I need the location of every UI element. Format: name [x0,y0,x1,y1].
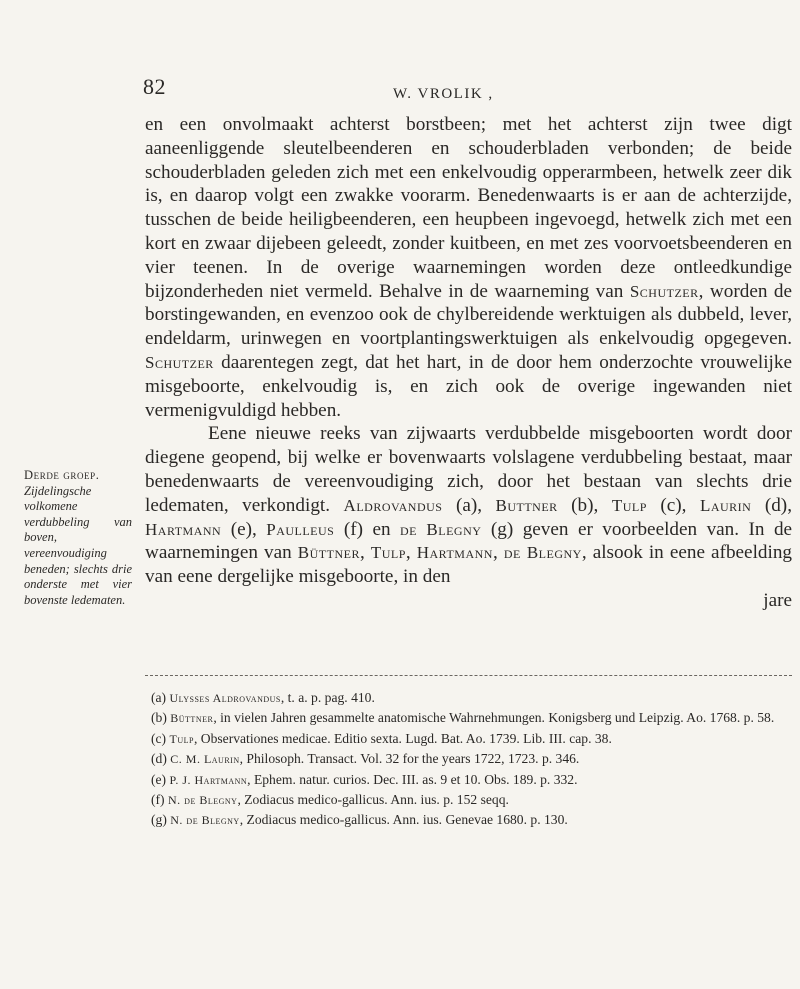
footnote-text: , in vielen Jahren gesammelte anatomische Wahrnehmungen. Konigsberg und Leipzig. Ao. 1768. p. 58. [213,710,775,726]
footnote [151,770,792,790]
paragraph-2-text-b: geven er voorbeelden van. In de waarnemingen van [145,518,793,564]
author-name: Tulp [611,495,647,515]
footnote [151,749,792,769]
author-name: de Blegny [503,543,582,563]
footnote-mark: (b) [151,710,167,726]
paragraph-2: Eene nieuwe reeks van zijwaarts verdubbelde misgeboorten wordt door diegene geopend, bij welke er bovenwaarts volslagene verdubbeling bestaat, maar benedenwaarts de vereenvoudiging zich, door het bestaan van slechts drie ledematen, verkondigt. Aldrovandus (a), Buttner (b), Tulp (c), Laurin (d), Hartmann (e), Paulleus (f) en de Blegny (g) geven er voorbeelden van. In de waarnemingen van Büttner, Tulp, Hartmann, de Blegny, alsook in eene afbeelding van eene dergelijke misgeboorte, in den jare [145,423,793,611]
margin-note-text: Zijdelingsche volkomene verdubbeling van boven, vereenvoudiging beneden; slechts drie onderste met vier bovenste ledematen. [24,483,132,607]
footnote [151,790,792,810]
paragraph-1-text-b: , worden de borstingewanden, en evenzoo ook de chylbereidende werktuigen als dubbeld, lever, endeldarm, urinwegen en voortplantingswerktuigen als enkelvoudig opgegeven. [145,280,792,350]
conjunction: en [372,518,391,540]
footnote-text: , Zodiacus medico-gallicus. Ann. ius. p. 152 seqq. [237,792,509,808]
footnote-mark: (e) [151,771,167,787]
footnote-ref[interactable]: (c) [660,494,682,516]
footnote-divider [145,675,792,676]
author-name: Schutzer [145,352,214,372]
author-name: Schutzer [629,281,699,301]
page-number: 82 [143,74,166,99]
footnote-text: , Observationes medicae. Editio sexta. Lugd. Bat. Ao. 1739. Lib. III. cap. 38. [193,730,612,746]
author-name: de Blegny [400,519,482,539]
footnote-author: N. de Blegny [168,793,238,808]
author-name: Tulp [370,543,406,563]
footnote-author: C. M. Laurin [170,752,240,767]
footnote-ref[interactable]: (d) [764,494,788,516]
footnote-ref[interactable]: (a) [455,494,478,516]
body-text [145,113,792,613]
margin-note-title: Derde groep. [24,468,100,482]
footnotes [145,688,792,831]
footnote [151,810,792,830]
footnote-ref[interactable]: (b) [571,494,594,516]
paragraph-1-text-c: daarentegen zegt, dat het hart, in de door hem onderzochte vrouwelijke misgeboorte, enkelvoudig is, en zich ook de overige ingewanden niet vermenigvuldigd hebben. [145,351,792,421]
footnote-ref[interactable]: (f) [343,518,363,540]
footnote [151,708,792,728]
footnote-mark: (d) [151,751,167,767]
footnote-text: , Ephem. natur. curios. Dec. III. as. 9 et 10. Obs. 189. p. 332. [247,771,578,787]
author-name: Hartmann [145,519,222,539]
footnote-author: Tulp [169,731,194,746]
footnote-mark: (f) [151,792,165,808]
author-name: Laurin [699,495,752,515]
paragraph-1-text: en een onvolmaakt achterst borstbeen; met het achterst zijn twee digt aaneenliggende sleutelbeenderen en schouderbladen verbonden; de beide schouderbladen geleden zich met een enkelvoudig opperarmbeen, hetwelk zeer dik is, en daarop volgt een zwakke voorarm. Benedenwaarts is er aan de achterzijde, tusschen de beide heiligbeenderen, een heupbeen ingevoegd, hetwelk zich met een kort en zwaar dijebeen geleedt, zonder kuitbeen, en met zes voorvoetsbeenderen en vier teenen. In de overige waarnemingen worden deze ontleedkundige bijzonderheden niet vermeld. Behalve in de waarneming van [145,114,792,302]
author-name: Aldrovandus [343,495,443,515]
author-name: Buttner [495,495,558,515]
footnote-author: P. J. Hartmann [169,772,248,787]
footnote-author: N. de Blegny [170,813,240,828]
end-word: jare [763,589,792,611]
footnote-text: , t. a. p. pag. 410. [280,690,375,705]
author-name: Büttner [297,543,360,563]
footnote-mark: (g) [151,812,167,828]
margin-note [24,468,132,608]
footnote-ref[interactable]: (g) [490,518,514,540]
author-name: Hartmann [416,543,493,563]
footnote [151,688,792,708]
author-name: Paulleus [266,519,335,539]
footnote-author: Büttner [170,711,214,726]
paragraph-1 [145,113,792,422]
footnote-ref[interactable]: (e) [230,518,252,540]
running-head: W. VROLIK , [393,86,494,102]
paragraph-2-text: Eene nieuwe reeks van zijwaarts verdubbelde misgeboorten wordt door diegene geopend, bij welke er bovenwaarts volslagene verdubbeling bestaat, maar benedenwaarts de vereenvoudiging zich, door het bestaan van slechts drie ledematen, verkondigt. [145,423,792,516]
footnote-mark: (c) [151,730,167,746]
paragraph-2-text-c: , alsook in eene afbeelding van eene dergelijke misgeboorte, in den [145,542,793,588]
footnote-mark: (a) [151,690,167,705]
footnote-text: , Zodiacus medico-gallicus. Ann. ius. Genevae 1680. p. 130. [239,812,568,828]
footnote-author: Ulysses Aldrovandus [169,691,281,705]
footnote [151,729,792,749]
footnote-text: , Philosoph. Transact. Vol. 32 for the years 1722, 1723. p. 346. [239,751,580,767]
